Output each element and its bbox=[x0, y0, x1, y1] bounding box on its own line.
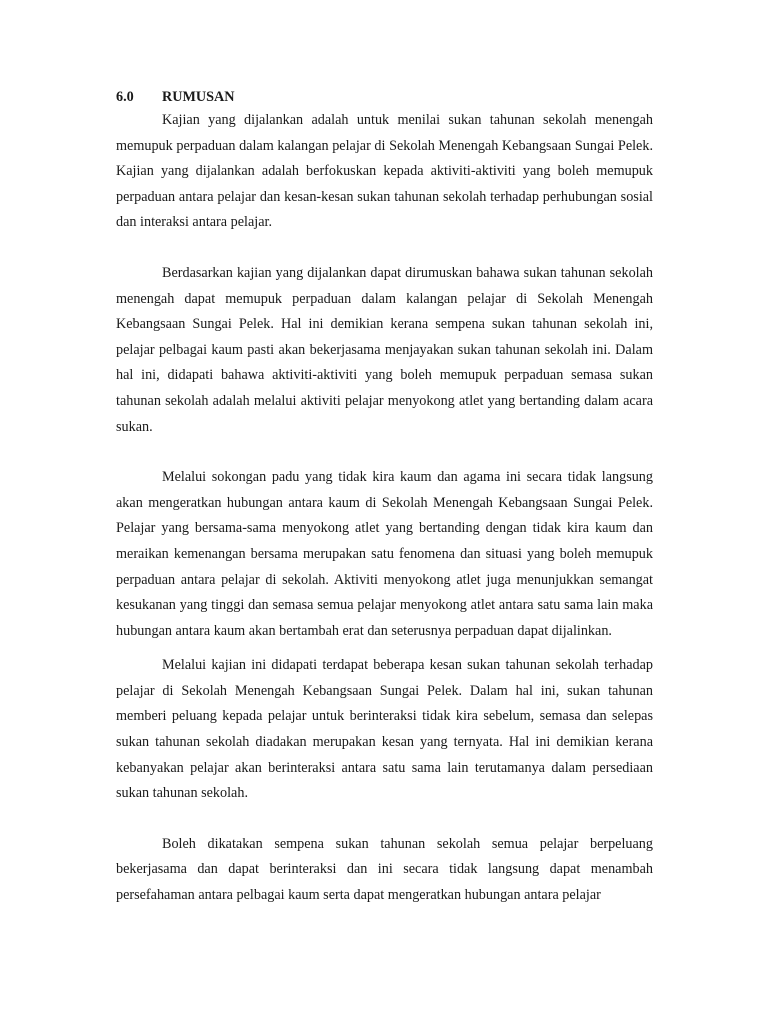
paragraph: Berdasarkan kajian yang dijalankan dapat dirumuskan bahawa sukan tahunan sekolah menengah dapat memupuk perpaduan dalam kalangan pelajar di Sekolah Menengah Kebangsaan Sungai Pelek. Hal ini demikian kerana sempena sukan tahunan sekolah ini, pelajar pelbagai kaum pasti akan bekerjasama menjayakan sukan tahunan sekolah ini. Dalam hal ini, didapati bahawa aktiviti-aktiviti yang boleh memupuk perpaduan semasa sukan tahunan sekolah adalah melalui aktiviti pelajar menyokong atlet yang bertanding dalam acara sukan. bbox=[116, 264, 653, 435]
paragraph: Melalui kajian ini didapati terdapat beberapa kesan sukan tahunan sekolah terhadap pelajar di Sekolah Menengah Kebangsaan Sungai Pelek. Dalam hal ini, sukan tahunan memberi peluang kepada pelajar untuk berinteraksi tidak kira sebelum, semasa dan selepas sukan tahunan sekolah diadakan merupakan kesan yang ternyata. Hal ini demikian kerana kebanyakan pelajar akan berinteraksi antara satu sama lain terutamanya dalam persediaan sukan tahunan sekolah. bbox=[116, 657, 653, 802]
paragraph: Kajian yang dijalankan adalah untuk menilai sukan tahunan sekolah menengah memupuk perpaduan dalam kalangan pelajar di Sekolah Menengah Kebangsaan Sungai Pelek. Kajian yang dijalankan adalah berfokuskan kepada aktiviti-aktiviti yang boleh memupuk perpaduan antara pelajar dan kesan-kesan sukan tahunan sekolah terhadap perhubungan sosial dan interaksi antara pelajar. bbox=[116, 112, 653, 231]
document-page bbox=[116, 86, 653, 909]
paragraph: Boleh dikatakan sempena sukan tahunan sekolah semua pelajar berpeluang bekerjasama dan dapat berinteraksi dan ini secara tidak langsung dapat menambah persefahaman antara pelbagai kaum serta dapat mengeratkan hubungan antara pelajar bbox=[116, 835, 653, 904]
section-heading bbox=[116, 86, 653, 108]
section-number: 6.0 bbox=[116, 89, 134, 105]
section-title: RUMUSAN bbox=[162, 89, 235, 105]
paragraph: Melalui sokongan padu yang tidak kira kaum dan agama ini secara tidak langsung akan mengeratkan hubungan antara kaum di Sekolah Menengah Kebangsaan Sungai Pelek. Pelajar yang bersama-sama menyokong atlet yang bertanding dengan tidak kira kaum dan meraikan kemenangan bersama merupakan satu fenomena dan situasi yang boleh memupuk perpaduan antara pelajar di sekolah. Aktiviti menyokong atlet juga menunjukkan semangat kesukanan yang tinggi dan semasa semua pelajar menyokong atlet antara satu sama lain maka hubungan antara kaum akan bertambah erat dan seterusnya perpaduan dapat dijalinkan. bbox=[116, 469, 653, 639]
